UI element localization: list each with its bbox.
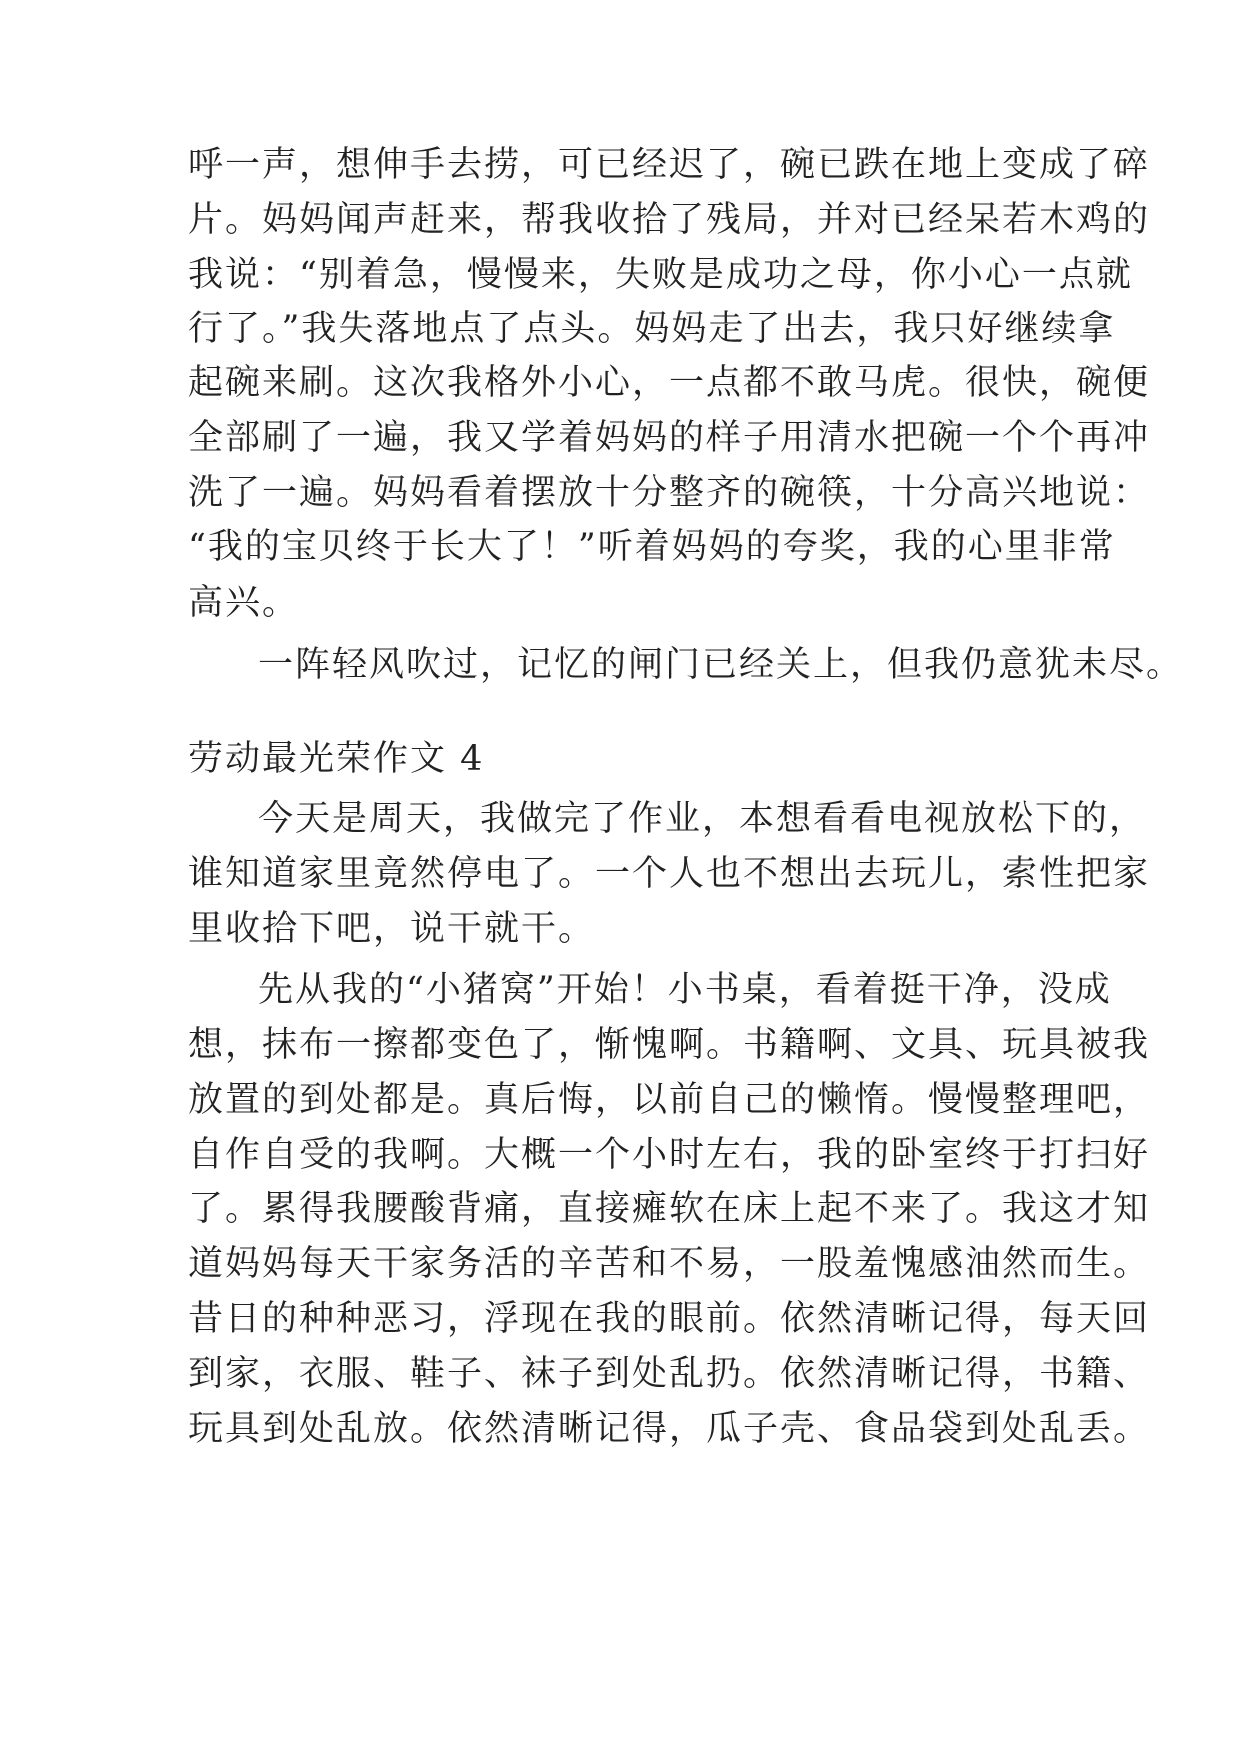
- paragraph-line: 到家，衣服、鞋子、袜子到处乱扔。依然清晰记得，书籍、: [188, 1354, 1151, 1394]
- paragraph-line: 高兴。: [188, 583, 300, 623]
- paragraph-line: 片。妈妈闻声赶来，帮我收拾了残局，并对已经呆若木鸡的: [188, 200, 1151, 240]
- paragraph-line: 一阵轻风吹过，记忆的闸门已经关上，但我仍意犹未尽。: [258, 645, 1184, 685]
- paragraph-line: 行了。”我失落地点了点头。妈妈走了出去，我只好继续拿: [188, 309, 1116, 349]
- paragraph-line: 今天是周天，我做完了作业，本想看看电视放松下的，: [258, 799, 1147, 839]
- paragraph-line: 道妈妈每天干家务活的辛苦和不易，一股羞愧感油然而生。: [188, 1244, 1151, 1284]
- section-heading: 劳动最光荣作文 4: [188, 739, 485, 779]
- paragraph-line: 全部刷了一遍，我又学着妈妈的样子用清水把碗一个个再冲: [188, 418, 1151, 458]
- paragraph-line: 先从我的“小猪窝”开始！小书桌，看着挺干净，没成: [258, 970, 1112, 1010]
- paragraph-line: 我说：“别着急，慢慢来，失败是成功之母，你小心一点就: [188, 255, 1133, 295]
- paragraph-line: “我的宝贝终于长大了！”听着妈妈的夸奖，我的心里非常: [188, 527, 1116, 567]
- paragraph-line: 里收拾下吧，说干就干。: [188, 909, 596, 949]
- paragraph-line: 起碗来刷。这次我格外小心，一点都不敢马虎。很快，碗便: [188, 363, 1151, 403]
- paragraph-line: 玩具到处乱放。依然清晰记得，瓜子壳、食品袋到处乱丢。: [188, 1409, 1151, 1449]
- paragraph-line: 了。累得我腰酸背痛，直接瘫软在床上起不来了。我这才知: [188, 1189, 1151, 1229]
- paragraph-line: 放置的到处都是。真后悔，以前自己的懒惰。慢慢整理吧，: [188, 1080, 1151, 1120]
- paragraph-line: 洗了一遍。妈妈看着摆放十分整齐的碗筷，十分高兴地说：: [188, 473, 1151, 513]
- paragraph-line: 自作自受的我啊。大概一个小时左右，我的卧室终于打扫好: [188, 1135, 1151, 1175]
- paragraph-line: 谁知道家里竟然停电了。一个人也不想出去玩儿，索性把家: [188, 854, 1151, 894]
- paragraph-line: 昔日的种种恶习，浮现在我的眼前。依然清晰记得，每天回: [188, 1299, 1151, 1339]
- paragraph-line: 想，抹布一擦都变色了，惭愧啊。书籍啊、文具、玩具被我: [188, 1025, 1151, 1065]
- paragraph-line: 呼一声，想伸手去捞，可已经迟了，碗已跌在地上变成了碎: [188, 145, 1151, 185]
